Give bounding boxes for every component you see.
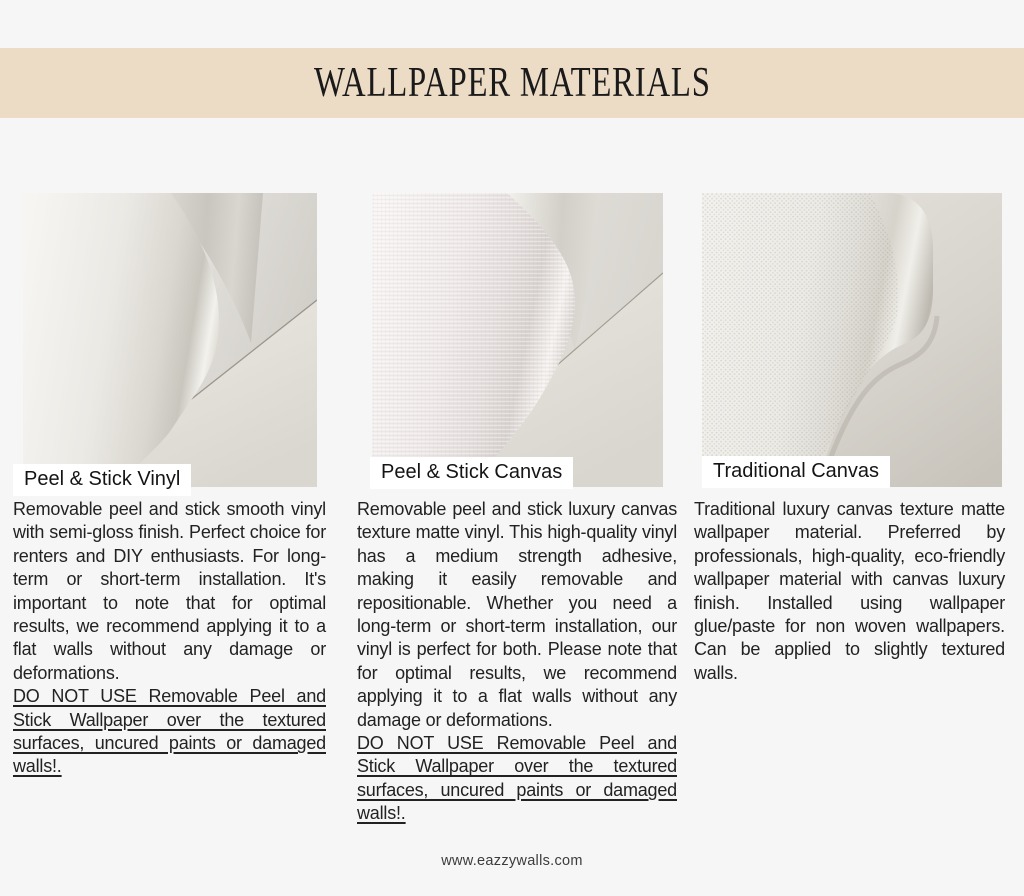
peel-stick-vinyl-photo bbox=[23, 193, 317, 487]
canvas-vinyl-curl-illustration bbox=[372, 193, 663, 487]
material-name: Peel & Stick Canvas bbox=[381, 461, 563, 483]
traditional-canvas-photo bbox=[702, 193, 1002, 487]
material-column-peel-stick-vinyl bbox=[13, 193, 326, 779]
smooth-vinyl-curl-illustration bbox=[23, 193, 317, 487]
material-column-peel-stick-canvas bbox=[357, 193, 677, 826]
website-url: www.eazzywalls.com bbox=[441, 853, 583, 869]
material-name: Peel & Stick Vinyl bbox=[24, 468, 181, 490]
footer bbox=[0, 853, 1024, 869]
material-name-badge bbox=[370, 457, 573, 489]
material-name-badge bbox=[13, 464, 191, 496]
material-description: Removable peel and stick luxury canvas texture matte vinyl. This high-quality vinyl has a medium strength adhesive, making it easily removable and repositionable. Whether you need a long-term or short-term installation, our vinyl is perfect for both. Please note that for optimal results, we recommend applying it to a flat walls without any damage or deformations. bbox=[357, 499, 677, 730]
material-name-badge bbox=[702, 456, 890, 488]
material-warning: DO NOT USE Removable Peel and Stick Wallpaper over the textured surfaces, uncured paints or damaged walls!. bbox=[357, 733, 677, 824]
material-description: Traditional luxury canvas texture matte wallpaper material. Preferred by professionals, high-quality, eco-friendly wallpaper material with canvas luxury finish. Installed using wallpaper glue/paste for non woven wallpapers. Can be applied to slightly textured walls. bbox=[694, 499, 1005, 683]
page-title: WALLPAPER MATERIALS bbox=[313, 60, 711, 106]
material-description: Removable peel and stick smooth vinyl with semi-gloss finish. Perfect choice for renters and DIY enthusiasts. For long-term or short-term installation. It's important to note that for optimal results, we recommend applying it to a flat walls without any damage or deformations. bbox=[13, 499, 326, 683]
header-banner bbox=[0, 48, 1024, 118]
material-column-traditional-canvas bbox=[694, 193, 1005, 685]
peel-stick-canvas-photo bbox=[372, 193, 663, 487]
traditional-canvas-curl-illustration bbox=[702, 193, 1002, 487]
material-name: Traditional Canvas bbox=[713, 460, 880, 482]
material-warning: DO NOT USE Removable Peel and Stick Wallpaper over the textured surfaces, uncured paints or damaged walls!. bbox=[13, 686, 326, 777]
